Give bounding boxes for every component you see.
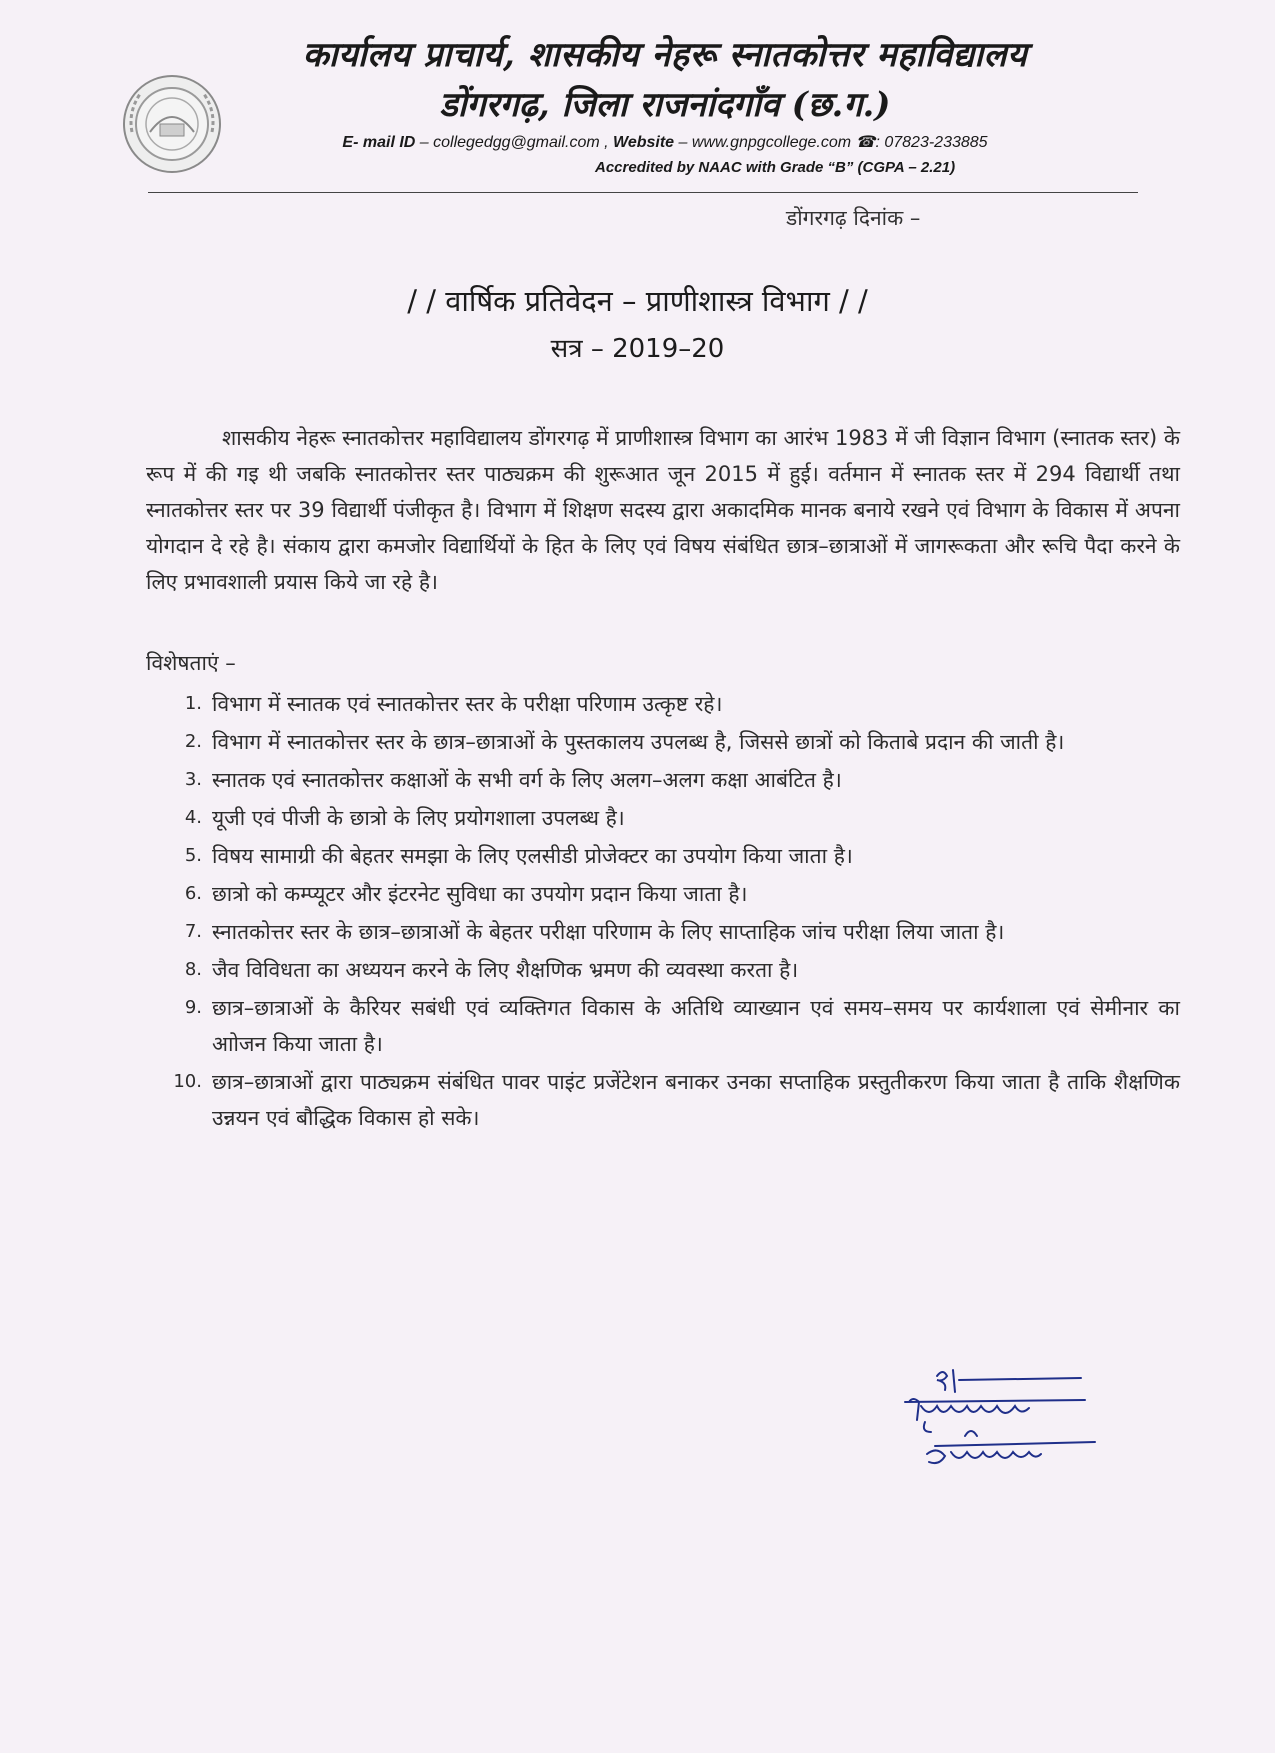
list-item — [146, 990, 1180, 1062]
college-seal-logo — [120, 72, 224, 176]
accreditation-line: Accredited by NAAC with Grade “B” (CGPA – 2.21) — [595, 159, 956, 176]
list-item-number: 3. — [184, 769, 202, 790]
list-item — [146, 838, 1180, 874]
list-item — [146, 914, 1180, 950]
list-item — [146, 1064, 1180, 1136]
college-name-heading: कार्यालय प्राचार्य, शासकीय नेहरू स्नातकोत्तर महाविद्यालय — [302, 35, 1028, 75]
list-item-text: छात्र–छात्राओं द्वारा पाठ्यक्रम संबंधित पावर पाइंट प्रजेंटेशन बनाकर उनका सप्ताहिक प्रस्तुतीकरण किया जाता है ताकि शैक्षणिक उन्नयन एवं बौद्धिक विकास हो सके। — [212, 1070, 1180, 1130]
college-address-heading: डोंगरगढ़, जिला राजनांदगाँव (छ.ग.) — [439, 85, 891, 125]
email-label: E- mail ID — [342, 134, 416, 151]
list-item — [146, 686, 1180, 722]
list-item — [146, 952, 1180, 988]
phone-value: : 07823-233885 — [875, 134, 988, 151]
list-item-text: स्नातकोत्तर स्तर के छात्र–छात्राओं के बेहतर परीक्षा परिणाम के लिए साप्ताहिक जांच परीक्षा लिया जाता है। — [212, 920, 1005, 944]
list-item-number: 5. — [184, 845, 202, 866]
list-item-text: छात्रो को कम्प्यूटर और इंटरनेट सुविधा का उपयोग प्रदान किया जाता है। — [212, 882, 748, 906]
list-item — [146, 762, 1180, 798]
report-session: सत्र – 2019–20 — [550, 334, 725, 364]
list-item-number: 4. — [184, 807, 202, 828]
report-title: / / वार्षिक प्रतिवेदन – प्राणीशास्त्र विभाग / / — [407, 284, 868, 318]
list-item-number: 8. — [184, 959, 202, 980]
phone-icon: ☎ — [855, 134, 876, 151]
intro-paragraph: शासकीय नेहरू स्नातकोत्तर महाविद्यालय डोंगरगढ़ में प्राणीशास्त्र विभाग का आरंभ 1983 में जी विज्ञान विभाग (स्नातक स्तर) के रूप में की गइ थी जबकि स्नातकोत्तर स्तर पाठ्यक्रम की शुरूआत जून 2015 में हुई। वर्तमान में स्नातक स्तर में 294 विद्यार्थी तथा स्नातकोत्तर स्तर पर 39 विद्यार्थी पंजीकृत है। विभाग में शिक्षण सदस्य द्वारा अकादमिक मानक बनाये रखने एवं विभाग के विकास में अपना योगदान दे रहे है। संकाय द्वारा कमजोर विद्यार्थियों के हित के लिए एवं विषय संबंधित छात्र–छात्राओं में जागरूकता और रूचि पैदा करने के लिए प्रभावशाली प्रयास किये जा रहे है। — [146, 426, 1180, 594]
list-item-text: विभाग में स्नातक एवं स्नातकोत्तर स्तर के परीक्षा परिणाम उत्कृष्ट रहे। — [212, 692, 723, 716]
list-item-number: 9. — [184, 997, 202, 1018]
features-heading: विशेषताएं – — [146, 651, 236, 675]
list-item-text: स्नातक एवं स्नातकोत्तर कक्षाओं के सभी वर्ग के लिए अलग–अलग कक्षा आबंटित है। — [212, 768, 842, 792]
list-item-number: 7. — [184, 921, 202, 942]
website-value: – www.gnpgcollege.com — [674, 134, 856, 151]
date-line: डोंगरगढ़ दिनांक – — [786, 206, 921, 230]
list-item-number: 10. — [173, 1071, 202, 1092]
features-list — [146, 686, 1180, 1138]
website-label: Website — [613, 134, 675, 151]
list-item-text: यूजी एवं पीजी के छात्रो के लिए प्रयोगशाला उपलब्ध है। — [212, 806, 625, 830]
list-item-number: 1. — [184, 693, 202, 714]
list-item-number: 2. — [184, 731, 202, 752]
list-item-text: जैव विविधता का अध्ययन करने के लिए शैक्षणिक भ्रमण की व्यवस्था करता है। — [212, 958, 799, 982]
list-item — [146, 724, 1180, 760]
list-item-text: छात्र–छात्राओं के कैरियर सबंधी एवं व्यक्तिगत विकास के अतिथि व्याख्यान एवं समय–समय पर कार्यशाला एवं सेमीनार का आोजन किया जाता है। — [212, 996, 1180, 1056]
list-item-number: 6. — [184, 883, 202, 904]
list-item-text: विषय सामाग्री की बेहतर समझा के लिए एलसीडी प्रोजेक्टर का उपयोग किया जाता है। — [212, 844, 853, 868]
list-item-text: विभाग में स्नातकोत्तर स्तर के छात्र–छात्राओं के पुस्तकालय उपलब्ध है, जिससे छात्रों को किताबे प्रदान की जाती है। — [212, 730, 1065, 754]
header-divider — [148, 192, 1138, 193]
contact-line — [240, 132, 1090, 152]
hod-signature — [895, 1362, 1115, 1482]
list-item — [146, 800, 1180, 836]
email-value: – collegedgg@gmail.com , — [415, 134, 609, 151]
list-item — [146, 876, 1180, 912]
